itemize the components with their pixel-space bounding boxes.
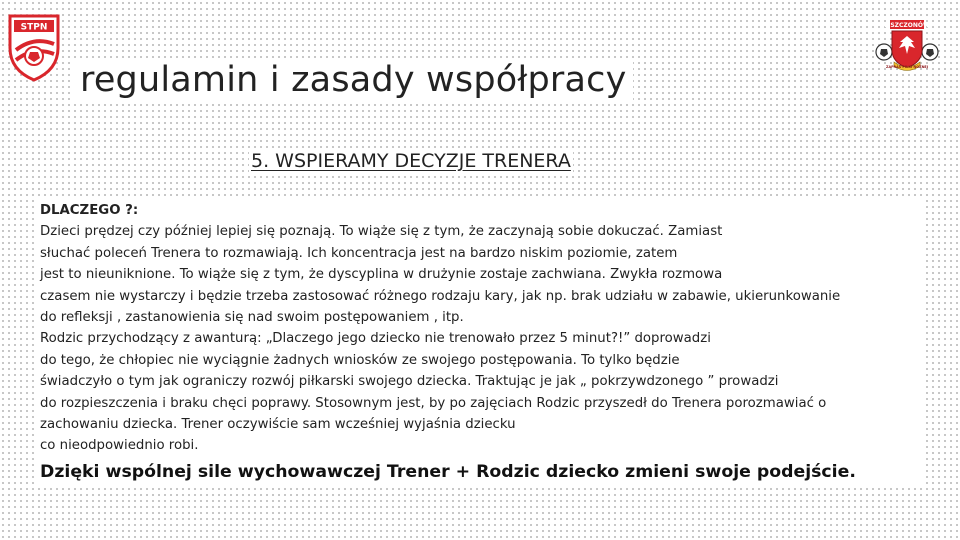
body-line: co nieodpowiednio robi. <box>40 438 199 454</box>
stpn-logo-text: STPN <box>20 22 48 33</box>
body-line: jest to nieuniknione. To wiąże się z tym, że dyscyplina w drużynie zostaje zachwiana. Zwykła rozmowa <box>40 267 723 283</box>
body-line: Dzieci prędzej czy później lepiej się poznają. To wiąże się z tym, że zaczynają sobie dokuczać. Zamiast <box>40 224 723 240</box>
content-block <box>36 198 924 487</box>
body-line: Rodzic przychodzący z awanturą: „Dlaczego jego dziecko nie trenowało przez 5 minut?!” doprowadzi <box>40 331 711 347</box>
stpn-logo <box>4 10 64 84</box>
conclusion-text: Dzięki wspólnej sile wychowawczej Trener + Rodzic dziecko zmieni swoje podejście. <box>40 461 856 482</box>
body-line: świadczyło o tym jak ograniczy rozwój piłkarski swojego dziecka. Traktując je jak „ pokrzywdzonego ” prowadzi <box>40 374 779 390</box>
page-title: regulamin i zasady współpracy <box>74 60 633 100</box>
body-line: do rozpieszczenia i braku chęci poprawy. Stosownym jest, by po zajęciach Rodzic przyszedł do Trenera porozmawiać o <box>40 395 827 411</box>
body-line: do tego, że chłopiec nie wyciągnie żadnych wniosków ze swojego postępowania. To tylko będzie <box>40 352 680 368</box>
club-crest-logo <box>872 18 942 74</box>
section-heading: 5. WSPIERAMY DECYZJE TRENERA <box>251 150 571 172</box>
section-label: DLACZEGO ?: <box>40 203 139 218</box>
body-line: czasem nie wystarczy i będzie trzeba zastosować różnego rodzaju kary, jak np. brak udziału w zabawie, ukierunkowanie <box>40 288 841 304</box>
club-crest-name: MSZCZONÓW <box>884 22 930 29</box>
club-crest-caption: ZAPRAS PIŁKI NOŻNEJ <box>885 65 929 69</box>
body-line: do refleksji , zastanowienia się nad swoim postępowaniem , itp. <box>40 310 464 326</box>
body-line: zachowaniu dziecka. Trener oczywiście sam wcześniej wyjaśnia dziecku <box>40 417 516 433</box>
body-line: słuchać poleceń Trenera to rozmawiają. Ich koncentracja jest na bardzo niskim poziomie, zatem <box>40 245 678 261</box>
